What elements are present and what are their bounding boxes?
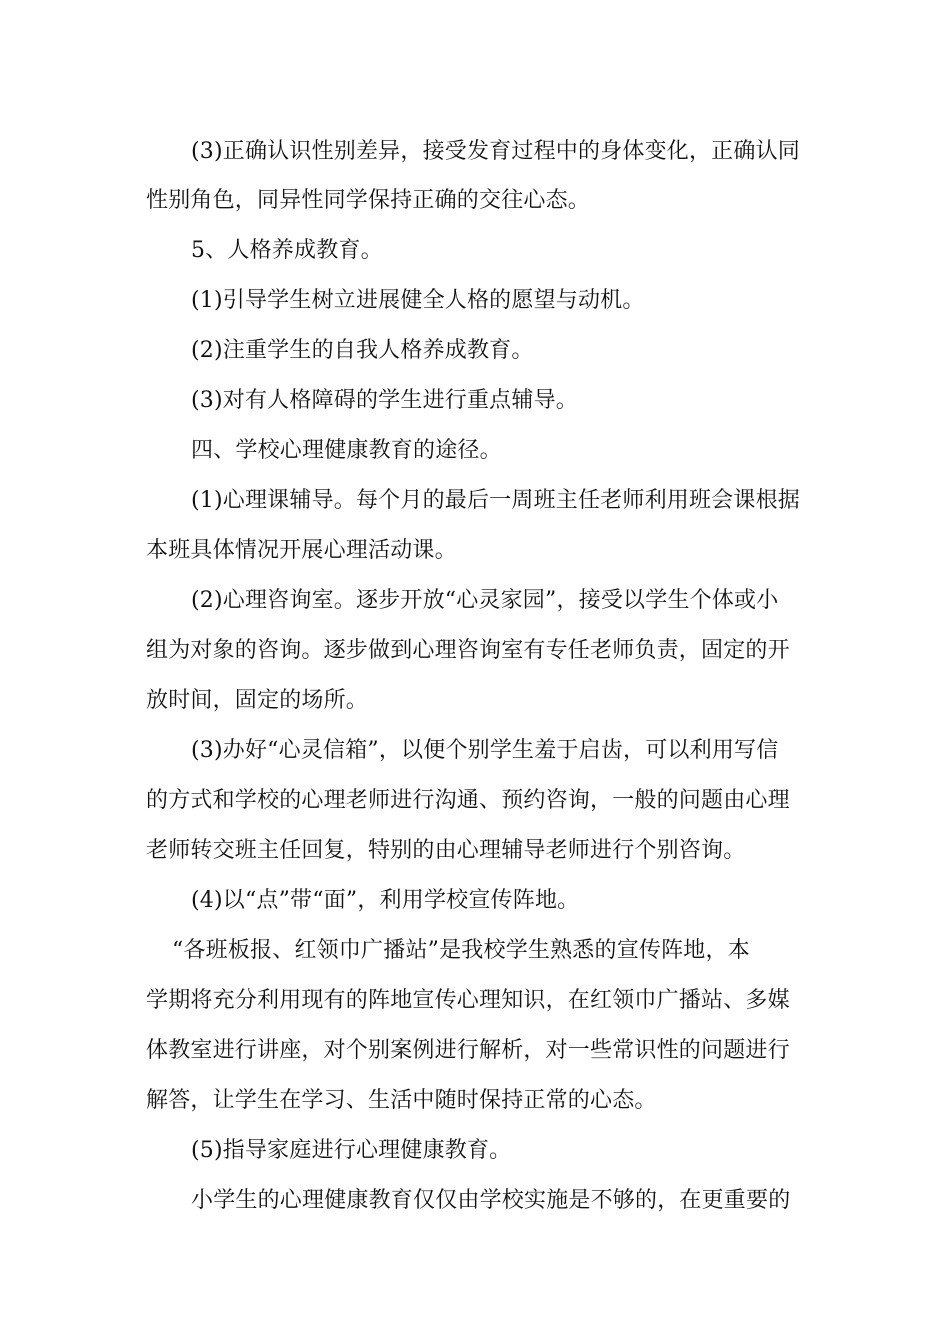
section-heading: 四、学校心理健康教育的途径。 — [191, 438, 502, 463]
text-line: 的方式和学校的心理老师进行沟通、预约咨询，一般的问题由心理 — [146, 788, 790, 813]
text-line: (3)办好“心灵信箱”，以便个别学生羞于启齿，可以利用写信 — [191, 738, 779, 763]
text-line: 小学生的心理健康教育仅仅由学校实施是不够的，在更重要的 — [191, 1188, 791, 1213]
text-line: (5)指导家庭进行心理健康教育。 — [191, 1138, 512, 1163]
text-line: 组为对象的咨询。逐步做到心理咨询室有专任老师负责，固定的开 — [146, 638, 790, 663]
section-heading: 5、人格养成教育。 — [191, 238, 383, 263]
text-line: “各班板报、红领巾广播站”是我校学生熟悉的宣传阵地，本 — [172, 938, 750, 963]
text-line: (1)心理课辅导。每个月的最后一周班主任老师利用班会课根据 — [191, 488, 800, 513]
text-line: (2)心理咨询室。逐步开放“心灵家园”，接受以学生个体或小 — [191, 588, 779, 613]
text-line: 解答，让学生在学习、生活中随时保持正常的心态。 — [146, 1088, 657, 1113]
text-line: (4)以“点”带“面”，利用学校宣传阵地。 — [191, 888, 580, 913]
text-line: (2)注重学生的自我人格养成教育。 — [191, 338, 534, 363]
text-line: 放时间，固定的场所。 — [146, 688, 369, 713]
text-line: (3)正确认识性别差异，接受发育过程中的身体变化，正确认同 — [191, 139, 800, 164]
text-line: 本班具体情况开展心理活动课。 — [146, 538, 457, 563]
text-line: 老师转交班主任回复，特别的由心理辅导老师进行个别咨询。 — [146, 838, 746, 863]
text-line: (3)对有人格障碍的学生进行重点辅导。 — [191, 388, 578, 413]
text-line: 体教室进行讲座，对个别案例进行解析，对一些常识性的问题进行 — [146, 1038, 790, 1063]
text-line: 性别角色，同异性同学保持正确的交往心态。 — [146, 188, 591, 213]
text-line: (1)引导学生树立进展健全人格的愿望与动机。 — [191, 288, 645, 313]
text-line: 学期将充分利用现有的阵地宣传心理知识，在红领巾广播站、多媒 — [146, 988, 790, 1013]
